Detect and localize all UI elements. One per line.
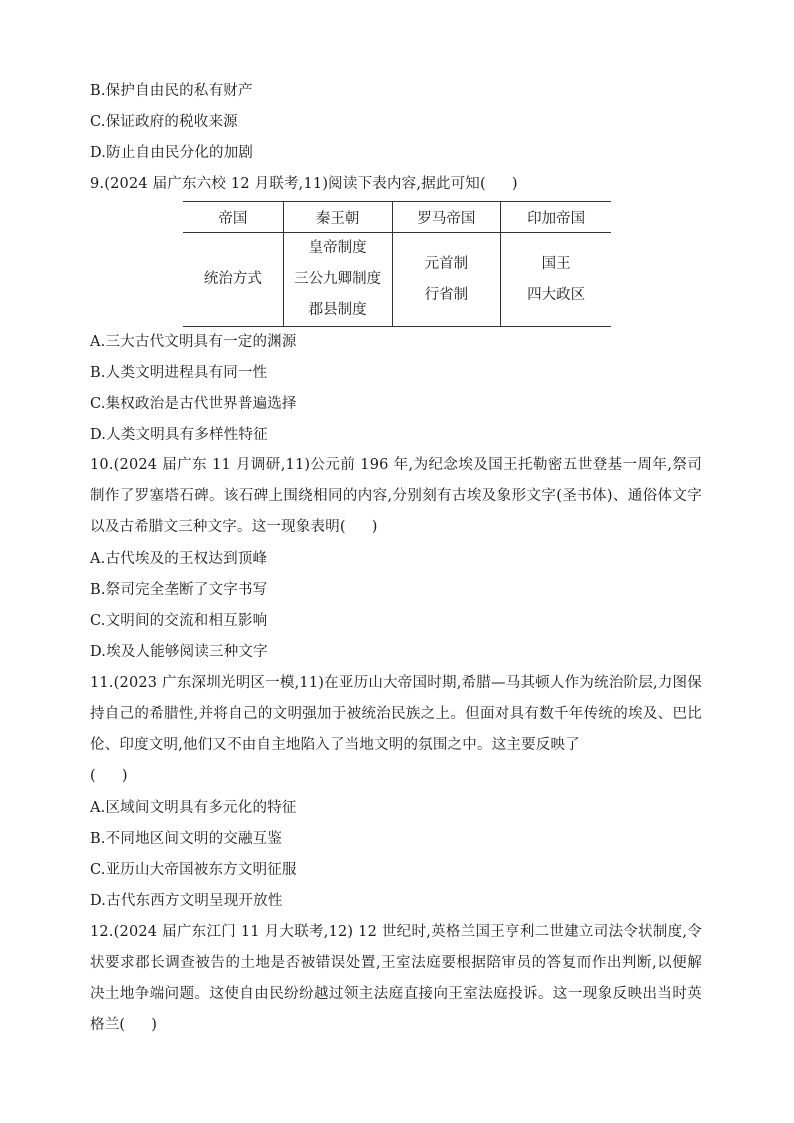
q10-option-d: D.埃及人能够阅读三种文字 [90, 644, 268, 660]
q10-option-c: C.文明间的交流和相互影响 [90, 613, 268, 629]
q10-option-b: B.祭司完全垄断了文字书写 [90, 582, 268, 598]
rome-system-2: 行省制 [424, 286, 469, 303]
qin-system-2: 三公九卿制度 [294, 271, 382, 287]
q11-option-c: C.亚历山大帝国被东方文明征服 [90, 862, 297, 878]
table-cell-qin [283, 233, 392, 327]
q12-close-bracket: ) [151, 1017, 158, 1033]
inca-system-1: 国王 [541, 255, 571, 272]
q9-option-d: D.人类文明具有多样性特征 [90, 427, 268, 443]
q11-option-a: A.区域间文明具有多元化的特征 [90, 800, 297, 816]
q11-option-d: D.古代东西方文明呈现开放性 [90, 893, 283, 909]
q10-stem-text: 10.(2024 届广东 11 月调研,11)公元前 196 年,为纪念埃及国王托勒密五世登基一周年,祭司制作了罗塞塔石碑。该石碑上围绕相同的内容,分别刻有古埃及象形文字(圣书体)、通俗体文字以及古希腊文三种文字。这一现象表明( [90, 457, 702, 535]
q8-option-d: D.防止自由民分化的加剧 [90, 145, 254, 161]
table-header-empire: 帝国 [183, 202, 283, 233]
table-row-governance [183, 233, 611, 327]
table-cell-inca [501, 233, 611, 327]
table-header-row [183, 202, 611, 233]
qin-system-1: 皇帝制度 [308, 240, 367, 256]
q11-open-bracket: ( [90, 768, 96, 784]
table-header-inca: 印加帝国 [501, 202, 611, 233]
q11-stem [90, 668, 702, 792]
q11-option-b: B.不同地区间文明的交融互鉴 [90, 831, 283, 847]
q9-close-bracket: ) [511, 176, 518, 192]
q9-option-c: C.集权政治是古代世界普遍选择 [90, 396, 297, 412]
inca-system-2: 四大政区 [527, 286, 586, 303]
q11-stem-text: 11.(2023 广东深圳光明区一模,11)在亚历山大帝国时期,希腊—马其顿人作为统治阶层,力图保持自己的希腊性,并将自己的文明强加于被统治民族之上。但面对具有数千年传统的埃及、巴比伦、印度文明,他们又不由自主地陷入了当地文明的氛围之中。这主要反映了 [90, 675, 702, 753]
table-header-rome: 罗马帝国 [392, 202, 501, 233]
q10-close-bracket: ) [371, 519, 378, 535]
q8-option-c: C.保证政府的税收来源 [90, 114, 238, 130]
table-cell-rome [392, 233, 501, 327]
q12-stem [90, 917, 702, 1041]
table-row-label: 统治方式 [183, 233, 283, 327]
rome-system-1: 元首制 [424, 255, 469, 272]
table-header-qin: 秦王朝 [283, 202, 392, 233]
q9-stem [90, 174, 518, 194]
q9-option-a: A.三大古代文明具有一定的渊源 [90, 334, 297, 350]
q9-option-b: B.人类文明进程具有同一性 [90, 365, 268, 381]
q9-stem-text: 9.(2024 届广东六校 12 月联考,11)阅读下表内容,据此可知( [90, 176, 486, 192]
q8-option-b: B.保护自由民的私有财产 [90, 83, 253, 99]
qin-system-3: 郡县制度 [308, 302, 367, 318]
q12-stem-text: 12.(2024 届广东江门 11 月大联考,12) 12 世纪时,英格兰国王亨利二世建立司法令状制度,令状要求郡长调查被告的土地是否被错误处置,王室法庭要根据陪审员的答复而作出判断,以便解决土地争端问题。这使自由民纷纷越过领主法庭直接向王室法庭投诉。这一现象反映出当时英格兰( [90, 924, 702, 1033]
q9-comparison-table [183, 201, 611, 327]
q10-stem [90, 450, 702, 543]
q10-option-a: A.古代埃及的王权达到顶峰 [90, 551, 268, 567]
q11-close-bracket: ) [121, 768, 128, 784]
